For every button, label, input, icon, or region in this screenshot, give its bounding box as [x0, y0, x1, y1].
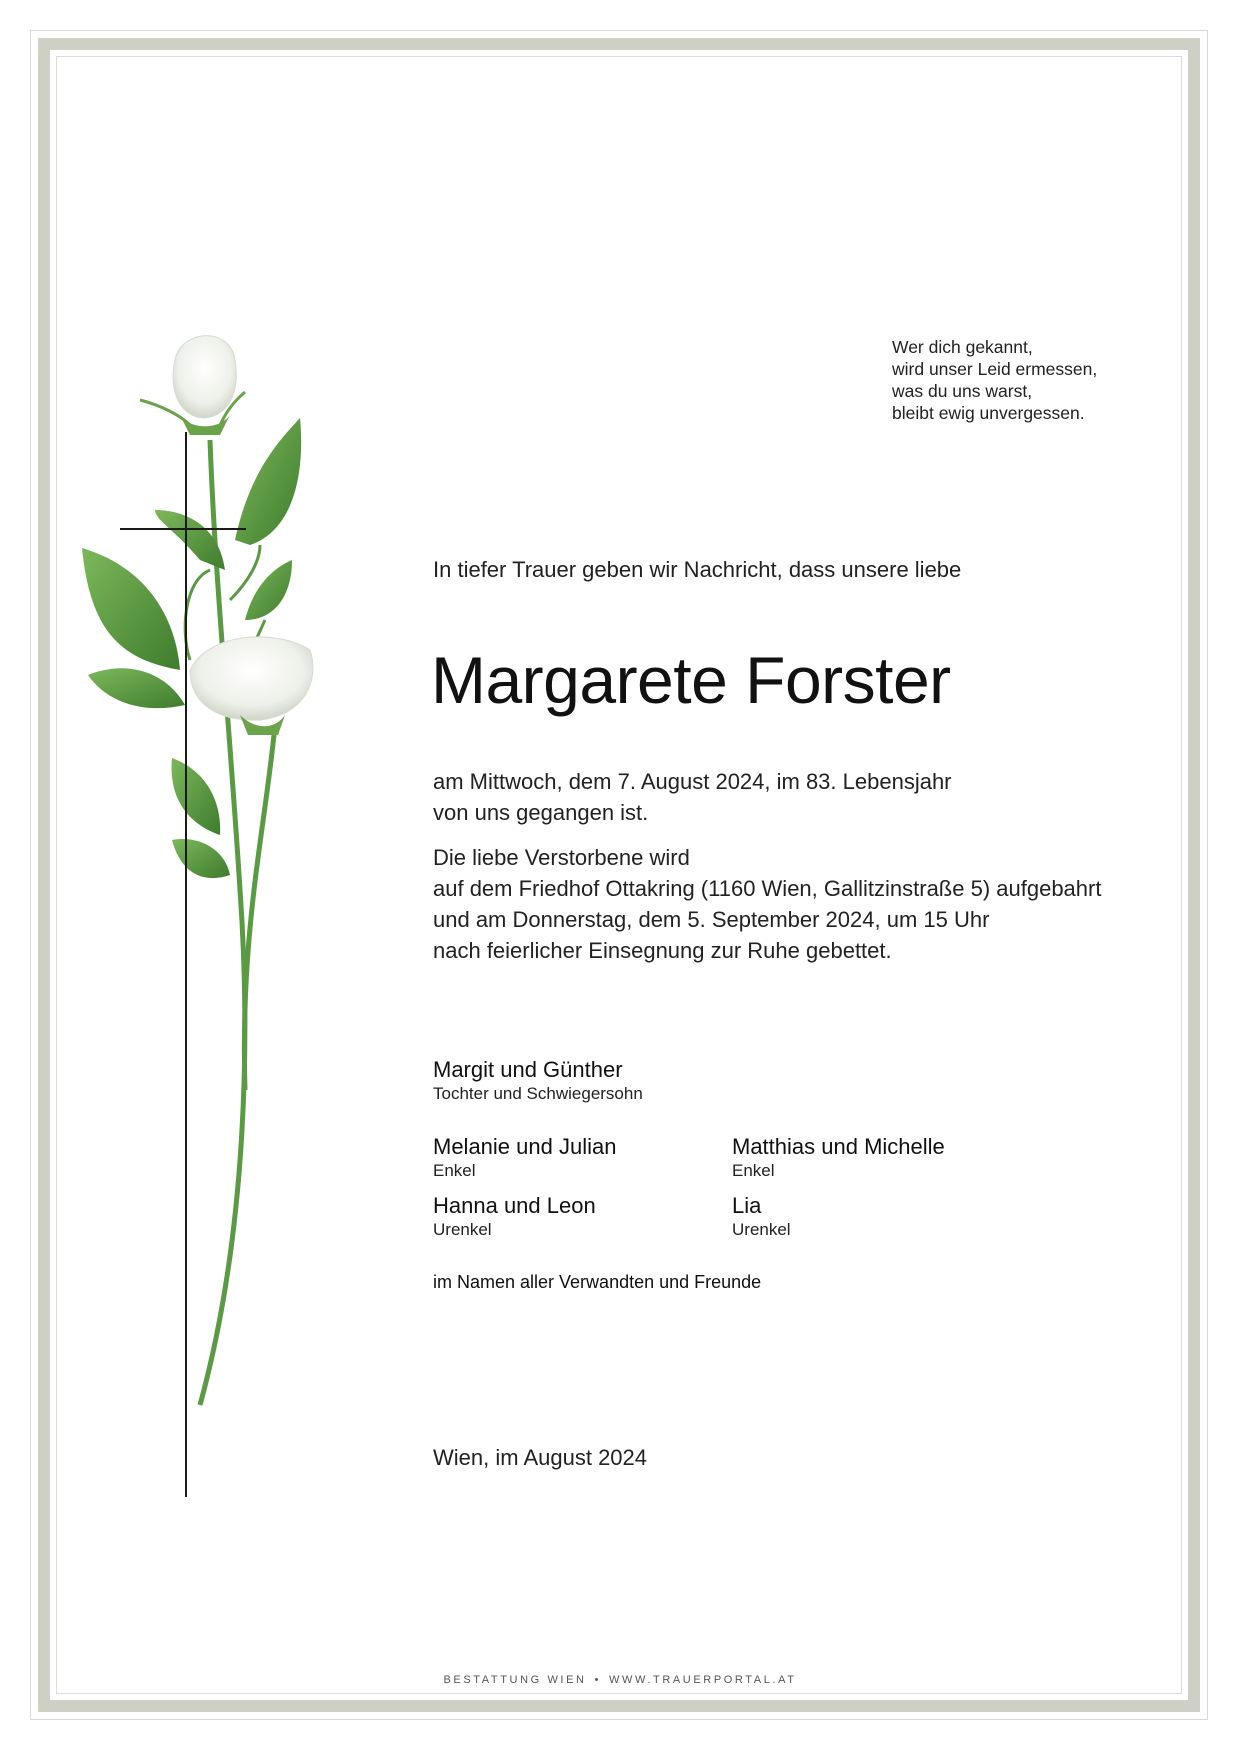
burial-notice-line: nach feierlicher Einsegnung zur Ruhe gebettet.	[433, 938, 892, 963]
mourner-names: Melanie und Julian	[433, 1134, 617, 1159]
white-rose-illustration	[80, 330, 370, 1420]
mourner-names: Margit und Günther	[433, 1057, 623, 1082]
footer-separator: •	[594, 1674, 602, 1686]
death-notice-line: am Mittwoch, dem 7. August 2024, im 83. Lebensjahr	[433, 769, 952, 794]
verse-line: was du uns warst,	[892, 381, 1033, 401]
place-date: Wien, im August 2024	[433, 1445, 648, 1470]
mourner-relation: Enkel	[732, 1161, 775, 1180]
death-notice	[433, 766, 952, 828]
mourner-relation: Urenkel	[732, 1220, 791, 1239]
death-notice-line: von uns gegangen ist.	[433, 800, 649, 825]
cross-bar	[120, 528, 246, 530]
footer	[0, 1674, 1240, 1686]
memorial-verse	[892, 336, 1097, 424]
mourner-entry	[732, 1134, 945, 1182]
mourner-names: Hanna und Leon	[433, 1193, 596, 1218]
burial-notice-line: und am Donnerstag, dem 5. September 2024, um 15 Uhr	[433, 907, 990, 932]
verse-line: Wer dich gekannt,	[892, 337, 1033, 357]
deceased-name: Margarete Forster	[431, 643, 951, 717]
closing-line: im Namen aller Verwandten und Freunde	[433, 1272, 762, 1292]
mourner-relation: Enkel	[433, 1161, 476, 1180]
cross-icon	[185, 432, 187, 1497]
mourner-entry	[433, 1134, 616, 1182]
mourner-names: Lia	[732, 1193, 762, 1218]
verse-line: wird unser Leid ermessen,	[892, 359, 1098, 379]
burial-notice-line: Die liebe Verstorbene wird	[433, 845, 690, 870]
verse-line: bleibt ewig unvergessen.	[892, 403, 1085, 423]
footer-website-link[interactable]: WWW.TRAUERPORTAL.AT	[609, 1674, 797, 1686]
mourner-relation: Urenkel	[433, 1220, 492, 1239]
mourner-entry	[433, 1057, 643, 1105]
burial-notice-line: auf dem Friedhof Ottakring (1160 Wien, Gallitzinstraße 5) aufgebahrt	[433, 876, 1102, 901]
mourner-names: Matthias und Michelle	[732, 1134, 945, 1159]
mourner-relation: Tochter und Schwiegersohn	[433, 1084, 643, 1103]
intro-text: In tiefer Trauer geben wir Nachricht, dass unsere liebe	[433, 557, 962, 582]
mourner-entry	[433, 1193, 596, 1241]
mourner-entry	[732, 1193, 791, 1241]
footer-company: BESTATTUNG WIEN	[443, 1674, 587, 1686]
burial-notice	[433, 842, 1101, 966]
